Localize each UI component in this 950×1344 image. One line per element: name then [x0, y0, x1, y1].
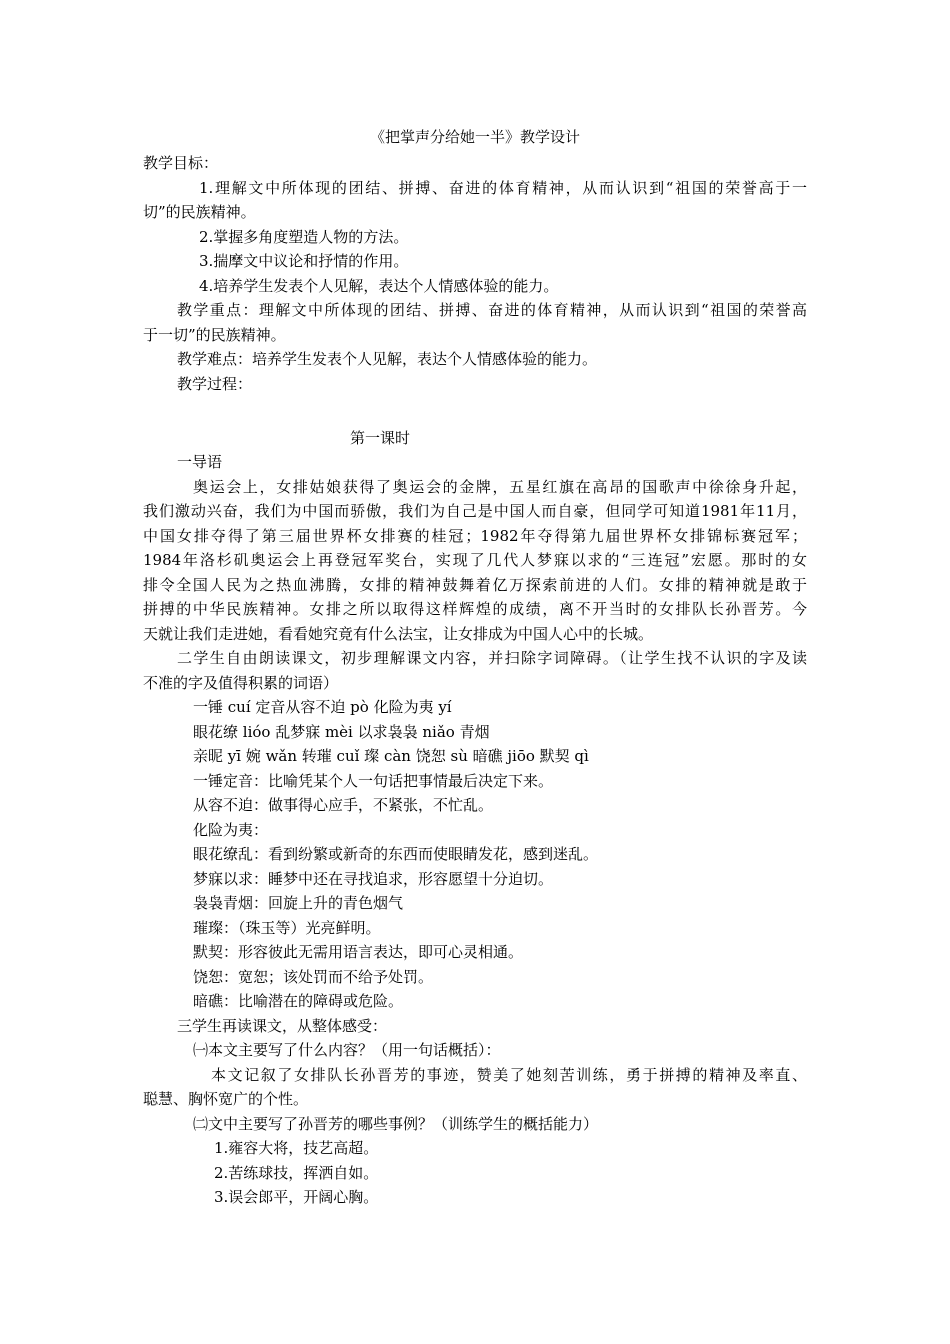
vocab-line: 亲昵 yī 婉 wǎn 转璀 cuǐ 璨 càn 饶恕 sù 暗礁 jiōo 默契 qì [193, 747, 589, 765]
objective-1: 1.理解文中所体现的团结、拼搏、奋进的体育精神，从而认识到“祖国的荣誉高于一 [199, 179, 807, 197]
objective-2: 2.掌握多角度塑造人物的方法。 [199, 228, 409, 246]
objective-4: 4.培养学生发表个人见解，表达个人情感体验的能力。 [199, 277, 559, 295]
lesson-title: 第一课时 [350, 429, 411, 447]
intro-heading: 一导语 [177, 453, 223, 471]
vocab-line: 眼花缭乱：看到纷繁或新奇的东西而使眼睛发花，感到迷乱。 [193, 845, 599, 863]
answer-1: 本文记叙了女排队长孙晋芳的事迹，赞美了她刻苦训练，勇于拼搏的精神及率直、 [211, 1066, 807, 1084]
vocab-line: 梦寐以求：睡梦中还在寻找追求，形容愿望十分迫切。 [193, 870, 554, 888]
objective-1-cont: 切”的民族精神。 [143, 203, 256, 221]
section-2: 二学生自由朗读课文，初步理解课文内容，并扫除字词障碍。（让学生找不认识的字及读 [177, 649, 807, 667]
objectives-heading: 教学目标： [143, 154, 219, 172]
intro-line: 中国女排夺得了第三届世界杯女排赛的桂冠；1982年夺得第九届世界杯女排锦标赛冠军； [143, 527, 807, 545]
example-item: 2.苦练球技，挥洒自如。 [214, 1164, 379, 1182]
difficulty: 教学难点：培养学生发表个人见解，表达个人情感体验的能力。 [177, 350, 598, 368]
section-2-cont: 不准的字及值得积累的词语） [143, 674, 339, 692]
example-item: 3.误会郎平，开阔心胸。 [214, 1188, 379, 1206]
vocab-line: 眼花缭 lióo 乱梦寐 mèi 以求袅袅 niǎo 青烟 [193, 723, 490, 741]
vocab-line: 暗礁：比喻潜在的障碍或危险。 [193, 992, 404, 1010]
objective-3: 3.揣摩文中议论和抒情的作用。 [199, 252, 409, 270]
intro-line: 1984年洛杉矶奥运会上再登冠军奖台，实现了几代人梦寐以求的“三连冠”宏愿。那时的女 [143, 551, 807, 569]
vocab-line: 饶恕：宽恕；该处罚而不给予处罚。 [193, 968, 434, 986]
example-item: 1.雍容大将，技艺高超。 [214, 1139, 379, 1157]
document-title: 《把掌声分给她一半》教学设计 [369, 128, 580, 146]
vocab-line: 从容不迫：做事得心应手，不紧张，不忙乱。 [193, 796, 494, 814]
intro-line: 拼搏的中华民族精神。女排之所以取得这样辉煌的成绩，离不开当时的女排队长孙晋芳。今 [143, 600, 807, 618]
answer-1-cont: 聪慧、胸怀宽广的个性。 [143, 1090, 309, 1108]
intro-line: 排令全国人民为之热血沸腾，女排的精神鼓舞着亿万探索前进的人们。女排的精神就是敢于 [143, 576, 807, 594]
vocab-line: 默契：形容彼此无需用语言表达，即可心灵相通。 [193, 943, 524, 961]
key-point: 教学重点：理解文中所体现的团结、拼搏、奋进的体育精神，从而认识到“祖国的荣誉高 [177, 301, 807, 319]
key-point-cont: 于一切”的民族精神。 [143, 326, 286, 344]
vocab-line: 化险为夷： [193, 821, 269, 839]
vocab-line: 璀璨：（珠玉等）光亮鲜明。 [193, 919, 381, 937]
section-3: 三学生再读课文，从整体感受： [177, 1017, 388, 1035]
question-2: ㈡文中主要写了孙晋芳的哪些事例？（训练学生的概括能力） [193, 1115, 599, 1133]
vocab-line: 一锤 cuí 定音从容不迫 pò 化险为夷 yí [193, 698, 452, 716]
vocab-line: 一锤定音：比喻凭某个人一句话把事情最后决定下来。 [193, 772, 554, 790]
question-1: ㈠本文主要写了什么内容？（用一句话概括）： [193, 1041, 501, 1059]
intro-line: 天就让我们走进她，看看她究竟有什么法宝，让女排成为中国人心中的长城。 [143, 625, 654, 643]
intro-line: 我们激动兴奋，我们为中国而骄傲，我们为自己是中国人而自豪，但同学可知道1981年11月， [143, 502, 807, 520]
vocab-line: 袅袅青烟：回旋上升的青色烟气 [193, 894, 404, 912]
intro-line: 奥运会上，女排姑娘获得了奥运会的金牌，五星红旗在高昂的国歌声中徐徐身升起， [193, 478, 807, 496]
process-heading: 教学过程： [177, 375, 253, 393]
